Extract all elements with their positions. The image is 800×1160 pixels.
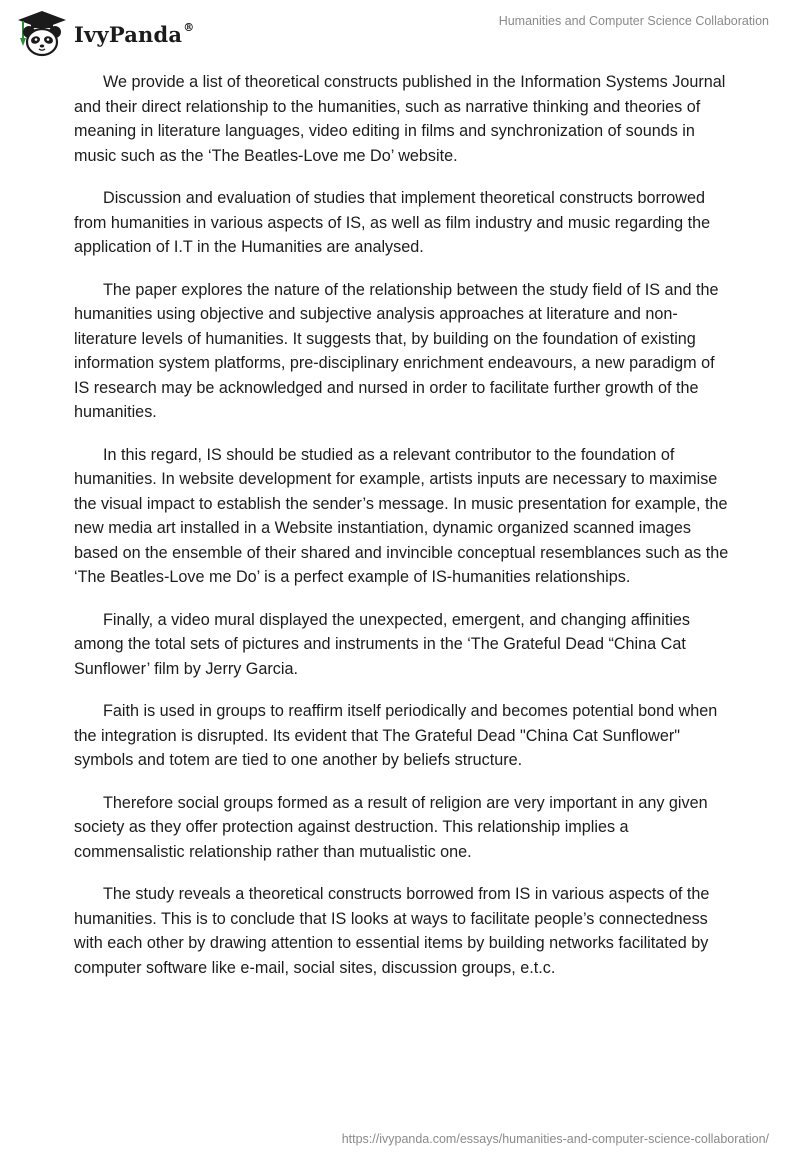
source-url[interactable]: https://ivypanda.com/essays/humanities-and-computer-science-collaboration/ — [341, 1132, 769, 1146]
paragraph: The paper explores the nature of the relationship between the study field of IS and the humanities using objective and subjective analysis approaches at literature and non-literature levels of humanities. It suggests that, by building on the foundation of existing information system platforms, pre-disciplinary enrichment endeavours, a new paradigm of IS research may be acknowledged and nursed in order to facilitate further growth of the humanities. — [74, 280, 719, 421]
registered-mark: ® — [183, 20, 195, 34]
paragraph: Finally, a video mural displayed the unexpected, emergent, and changing affinities among the total sets of pictures and instruments in the ‘The Grateful Dead “China Cat Sunflower’ film by Jerry Garcia. — [74, 610, 691, 678]
document-title: Humanities and Computer Science Collaboration — [498, 14, 769, 28]
paragraph: Faith is used in groups to reaffirm itself periodically and becomes potential bond when the integration is disrupted. Its evident that The Grateful Dead "China Cat Sunflower" symbols and totem are tied to one another by beliefs structure. — [74, 702, 718, 769]
paragraph: The study reveals a theoretical constructs borrowed from IS in various aspects of the humanities. This is to conclude that IS looks at ways to facilitate people’s connectedness with each other by drawing attention to essential items by building networks facilitated by computer software like e-mail, social sites, discussion groups, e.t.c. — [74, 885, 710, 977]
paragraph: In this regard, IS should be studied as a relevant contributor to the foundation of humanities. In website development for example, artists inputs are necessary to maximise the visual impact to establish the sender’s message. In music presentation for example, the new media art installed in a Website instantiation, dynamic organized scanned images based on the ensemble of their shared and invincible conceptual resemblances such as the ‘The Beatles-Love me Do’ is a perfect example of IS-humanities relationships. — [74, 445, 729, 586]
brand-logo[interactable] — [14, 8, 194, 58]
paragraph: Discussion and evaluation of studies that implement theoretical constructs borrowed from humanities in various aspects of IS, as well as film industry and music regarding the application of I.T in the Humanities are analysed. — [74, 189, 711, 256]
panda-graduate-icon — [14, 8, 70, 58]
essay-body — [74, 70, 734, 998]
paragraph: We provide a list of theoretical constructs published in the Information Systems Journal and their direct relationship to the humanities, such as narrative thinking and theories of meaning in literature languages, video editing in films and synchronization of sounds in music such as the ‘The Beatles-Love me Do’ website. — [74, 73, 726, 165]
paragraph: Therefore social groups formed as a result of religion are very important in any given society as they offer protection against destruction. This relationship implies a commensalistic relationship rather than mutualistic one. — [74, 793, 708, 861]
brand-name: IvyPanda® — [74, 20, 195, 47]
page-header — [0, 0, 800, 70]
